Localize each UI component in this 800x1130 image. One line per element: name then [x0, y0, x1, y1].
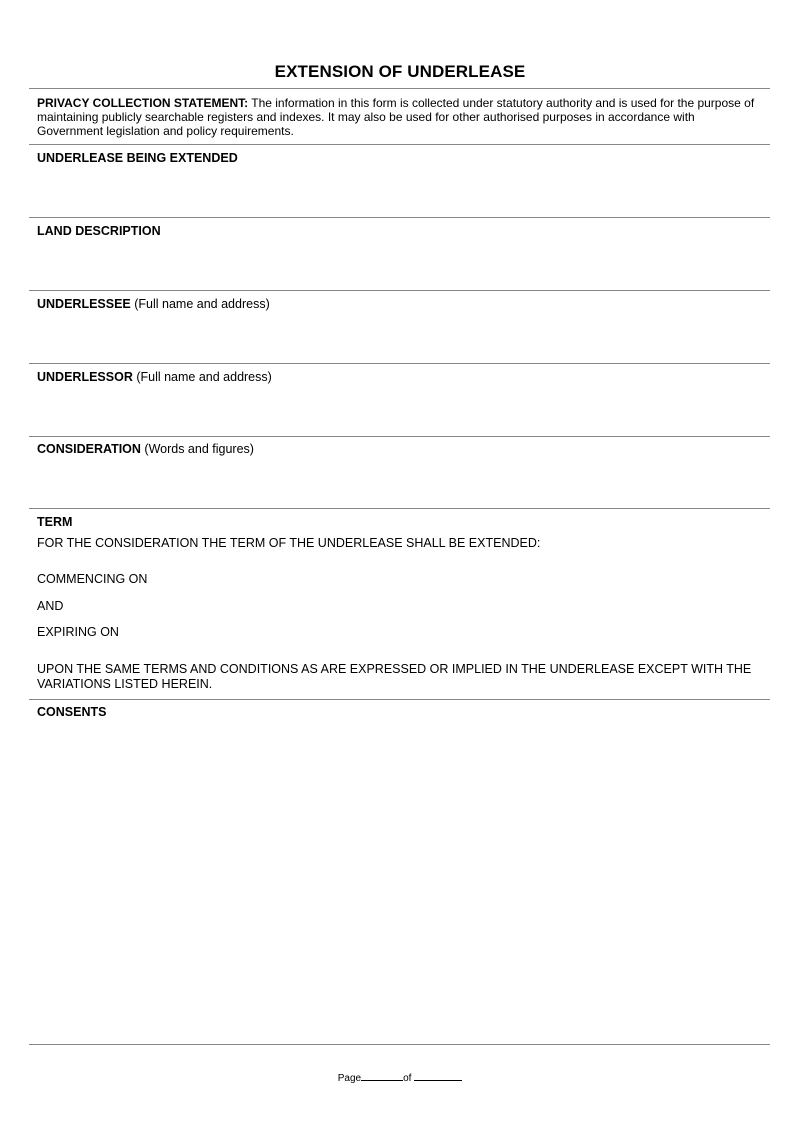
term-intro: FOR THE CONSIDERATION THE TERM OF THE UNDERLEASE SHALL BE EXTENDED:: [37, 536, 541, 550]
total-pages-blank: [414, 1071, 462, 1081]
expiring-on-label: EXPIRING ON: [37, 625, 119, 639]
privacy-text: The information in this form is collected under statutory authority and is used for the purpose of maintaining publicly searchable registers and indexes. It may also be used for other authorised purposes in accordance with Government legislation and policy requirements.: [37, 96, 755, 138]
divider: [29, 363, 770, 364]
underlessee-note: (Full name and address): [130, 297, 270, 311]
divider: [29, 217, 770, 218]
divider: [29, 290, 770, 291]
underlessor-note: (Full name and address): [132, 370, 272, 384]
footer-divider: [29, 1044, 770, 1045]
section-consents: [37, 705, 106, 720]
divider: [29, 699, 770, 700]
consideration-note: (Words and figures): [140, 442, 254, 456]
underlease-label: UNDERLEASE BEING EXTENDED: [37, 151, 238, 165]
underlessor-label: UNDERLESSOR: [37, 370, 133, 384]
term-conditions: UPON THE SAME TERMS AND CONDITIONS AS ARE EXPRESSED OR IMPLIED IN THE UNDERLEASE EXCEPT WITH THE VARIATIONS LISTED HEREIN.: [37, 662, 752, 691]
section-underlessor: [37, 370, 272, 385]
divider: [29, 88, 770, 89]
term-label: TERM: [37, 515, 73, 529]
page-title: EXTENSION OF UNDERLEASE: [274, 62, 526, 81]
section-consideration: [37, 442, 254, 457]
section-term: [37, 515, 72, 530]
privacy-statement: [37, 96, 762, 138]
consents-label: CONSENTS: [37, 705, 107, 719]
privacy-heading: PRIVACY COLLECTION STATEMENT:: [37, 96, 249, 110]
land-description-label: LAND DESCRIPTION: [37, 224, 161, 238]
section-underlessee: [37, 297, 270, 312]
section-land-description: [37, 224, 161, 239]
page-numbering: [0, 1071, 800, 1084]
section-underlease-being-extended: [37, 151, 238, 166]
and-label: AND: [37, 599, 64, 613]
page-number-blank: [361, 1071, 403, 1081]
consideration-label: CONSIDERATION: [37, 442, 141, 456]
page-label: Page: [337, 1073, 362, 1084]
underlessee-label: UNDERLESSEE: [37, 297, 131, 311]
divider: [29, 144, 770, 145]
commencing-on-label: COMMENCING ON: [37, 572, 148, 586]
of-label: of: [403, 1073, 412, 1084]
divider: [29, 508, 770, 509]
divider: [29, 436, 770, 437]
